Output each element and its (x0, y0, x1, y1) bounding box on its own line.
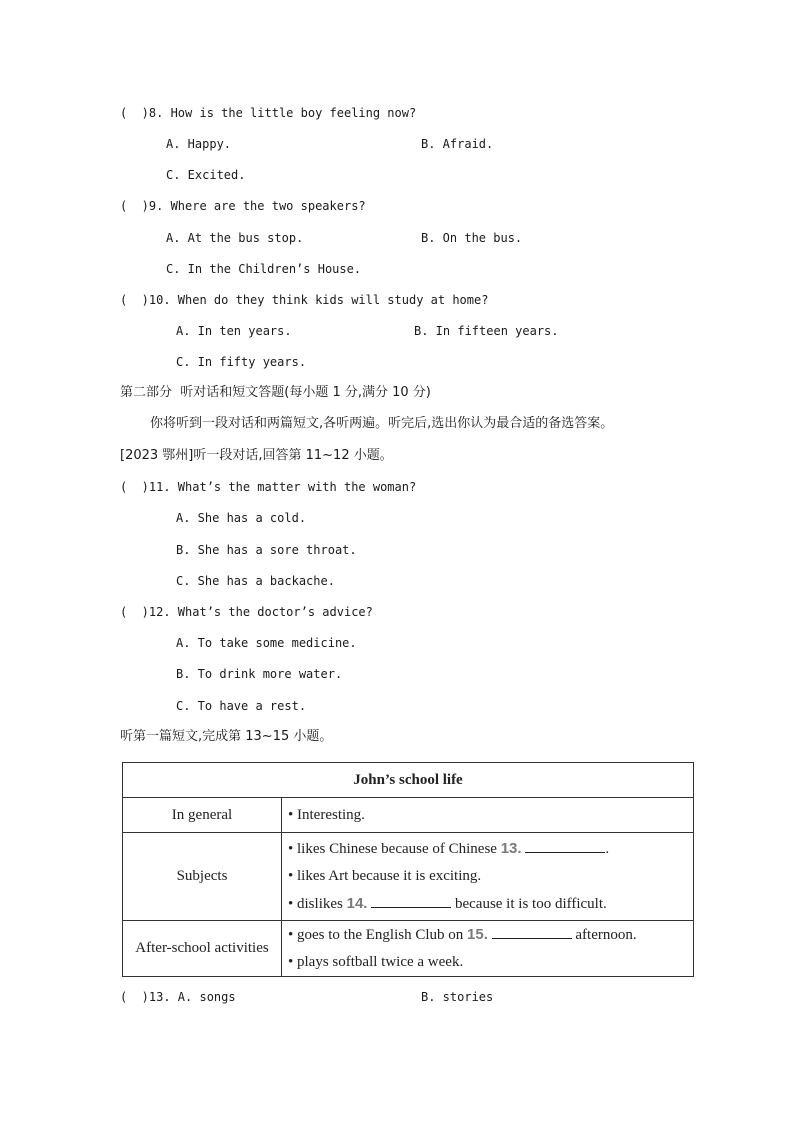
passage-intro: 听第一篇短文,完成第 13~15 小题。 (120, 729, 333, 744)
row-label-subjects: Subjects (123, 833, 282, 921)
question-8-stem: ( )8. How is the little boy feeling now? (120, 106, 417, 120)
question-11-option-a: A. She has a cold. (176, 511, 307, 525)
question-8-option-a: A. Happy. (166, 137, 232, 151)
part2-heading: 第二部分 听对话和短文答题(每小题 1 分,满分 10 分) (120, 385, 431, 400)
table-row-general (123, 798, 694, 833)
question-9-option-b: B. On the bus. (421, 231, 523, 245)
row-content-subjects (282, 833, 694, 921)
question-11-option-b: B. She has a sore throat. (176, 543, 357, 557)
question-9-stem: ( )9. Where are the two speakers? (120, 199, 366, 213)
table-title: John’s school life (123, 763, 694, 798)
dialogue-intro: [2023 鄂州]听一段对话,回答第 11~12 小题。 (120, 448, 393, 463)
question-11-option-c: C. She has a backache. (176, 574, 335, 588)
row-label-activities: After-school activities (123, 921, 282, 977)
table-row-activities (123, 921, 694, 977)
question-13-stem: ( )13. A. songs (120, 990, 236, 1004)
question-10-option-b: B. In fifteen years. (414, 324, 559, 338)
question-8-option-b: B. Afraid. (421, 137, 494, 151)
question-11-stem: ( )11. What’s the matter with the woman? (120, 480, 417, 494)
row-content-activities (282, 921, 694, 977)
answer-blank-14[interactable] (371, 893, 451, 908)
general-item: • Interesting. (288, 802, 687, 829)
blank-number-14: 14. (346, 895, 368, 912)
row-label-general: In general (123, 798, 282, 833)
question-12-option-c: C. To have a rest. (176, 699, 307, 713)
subject-item-dislikes: • dislikes 14. because it is too difficult. (288, 890, 687, 918)
activity-item-softball: • plays softball twice a week. (288, 949, 687, 976)
question-12-option-b: B. To drink more water. (176, 667, 343, 681)
answer-blank-13[interactable] (525, 838, 605, 853)
subject-item-chinese: • likes Chinese because of Chinese 13. . (288, 835, 687, 863)
question-10-option-c: C. In fifty years. (176, 355, 307, 369)
question-12-stem: ( )12. What’s the doctor’s advice? (120, 605, 373, 619)
table-row-subjects (123, 833, 694, 921)
activity-item-club: • goes to the English Club on 15. afternoon. (288, 921, 687, 949)
blank-number-15: 15. (467, 926, 488, 943)
subject-item-art: • likes Art because it is exciting. (288, 863, 687, 890)
blank-number-13: 13. (500, 840, 522, 857)
question-10-option-a: A. In ten years. (176, 324, 292, 338)
question-8-option-c: C. Excited. (166, 168, 246, 182)
question-9-option-a: A. At the bus stop. (166, 231, 304, 245)
question-10-stem: ( )10. When do they think kids will study at home? (120, 293, 489, 307)
answer-blank-15[interactable] (492, 924, 572, 939)
question-12-option-a: A. To take some medicine. (176, 636, 357, 650)
row-content-general (282, 798, 694, 833)
question-9-option-c: C. In the Children’s House. (166, 262, 362, 276)
part2-instruction: 你将听到一段对话和两篇短文,各听两遍。听完后,选出你认为最合适的备选答案。 (150, 416, 614, 431)
school-life-table (122, 762, 694, 977)
question-13-option-b: B. stories (421, 990, 494, 1004)
